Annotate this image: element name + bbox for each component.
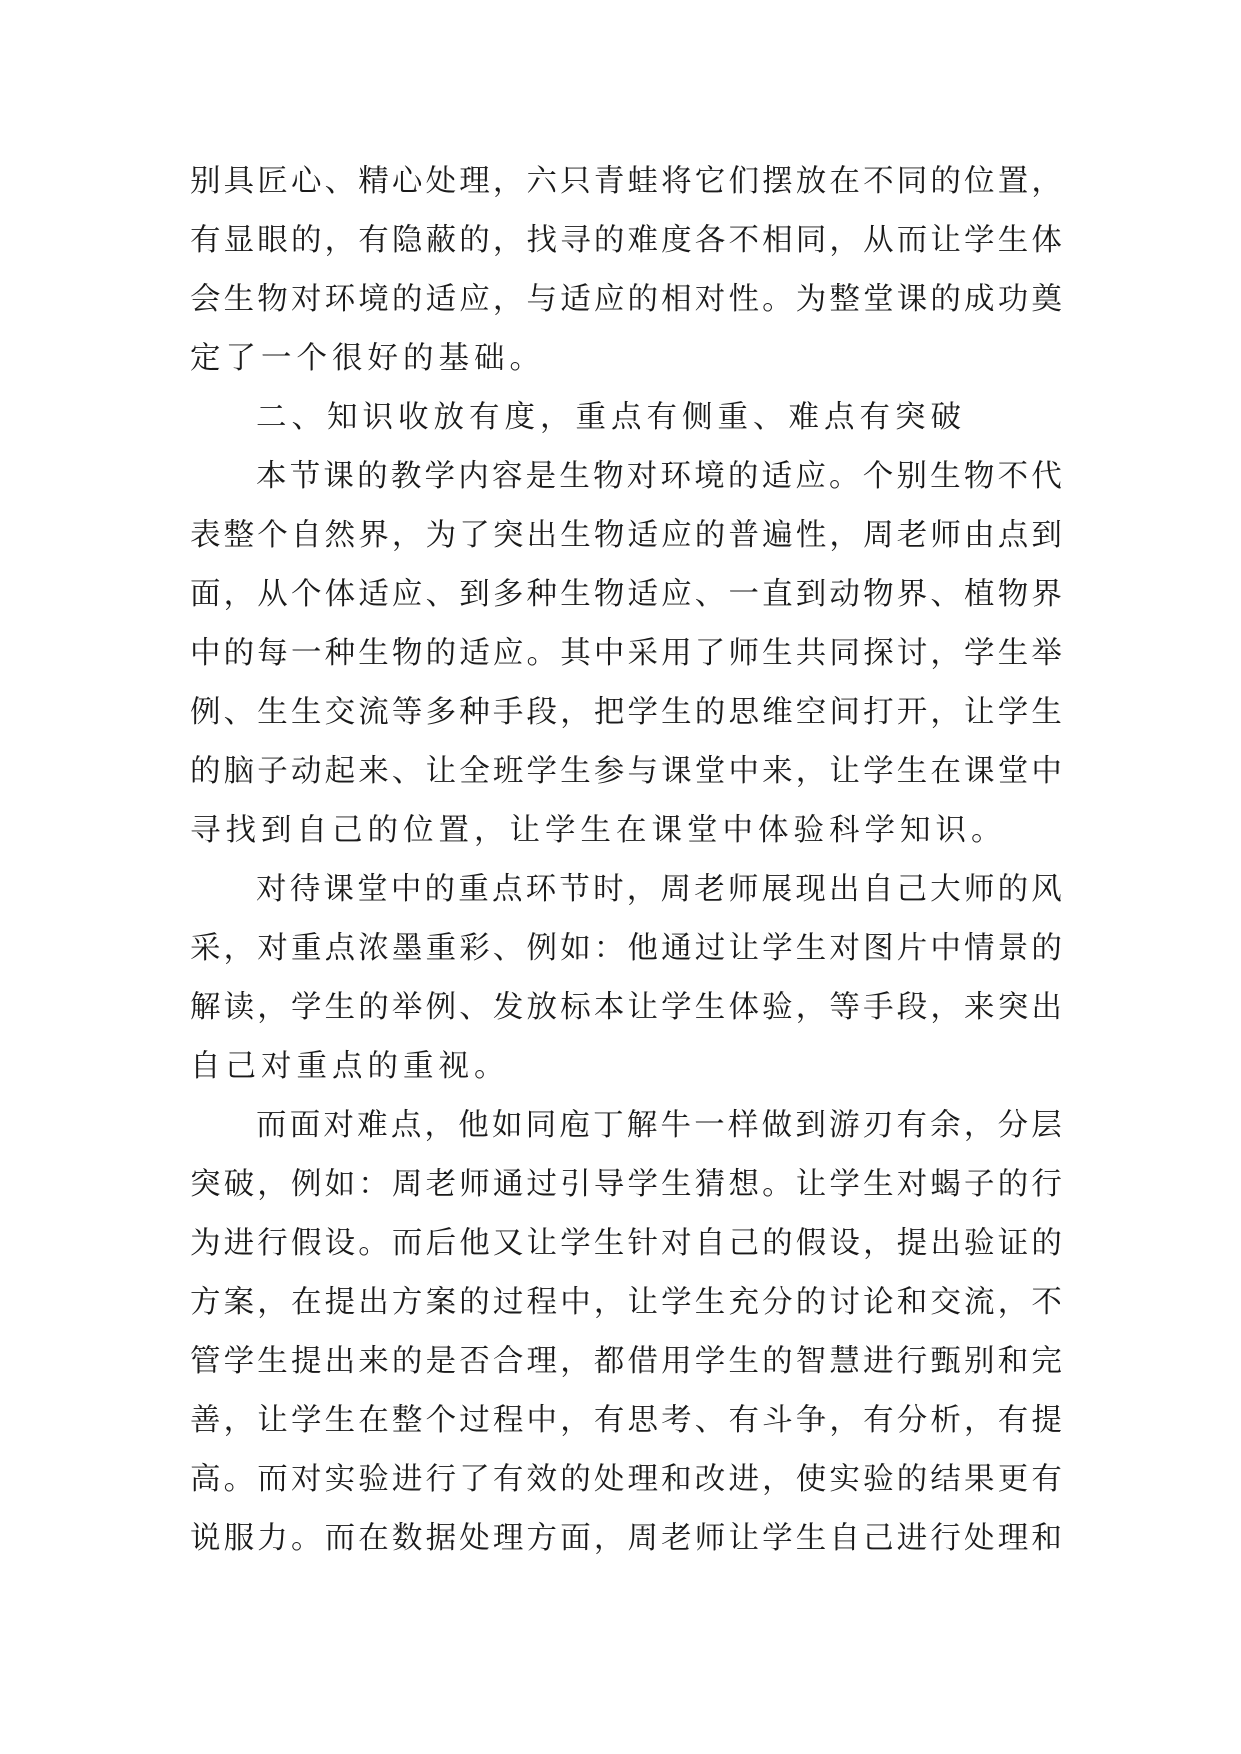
text-line: 突破，例如：周老师通过引导学生猜想。让学生对蝎子的行 (190, 1167, 1065, 1202)
paragraph-first-line: 二、知识收放有度，重点有侧重、难点有突破 (256, 400, 966, 435)
text-line: 中的每一种生物的适应。其中采用了师生共同探讨，学生举 (190, 636, 1065, 671)
text-line: 寻找到自己的位置，让学生在课堂中体验科学知识。 (190, 813, 1007, 848)
text-line: 采，对重点浓墨重彩、例如：他通过让学生对图片中情景的 (190, 931, 1065, 966)
text-line: 为进行假设。而后他又让学生针对自己的假设，提出验证的 (190, 1226, 1065, 1261)
text-line: 高。而对实验进行了有效的处理和改进，使实验的结果更有 (190, 1462, 1065, 1497)
text-line: 方案，在提出方案的过程中，让学生充分的讨论和交流，不 (190, 1285, 1065, 1320)
text-line: 别具匠心、精心处理，六只青蛙将它们摆放在不同的位置， (190, 164, 1065, 199)
text-line: 自己对重点的重视。 (190, 1049, 510, 1084)
text-line: 管学生提出来的是否合理，都借用学生的智慧进行甄别和完 (190, 1344, 1065, 1379)
paragraph-first-line: 对待课堂中的重点环节时，周老师展现出自己大师的风 (256, 872, 1065, 907)
document-body (190, 152, 1065, 1568)
text-line: 有显眼的，有隐蔽的，找寻的难度各不相同，从而让学生体 (190, 223, 1065, 258)
text-line: 的脑子动起来、让全班学生参与课堂中来，让学生在课堂中 (190, 754, 1065, 789)
text-line: 定了一个很好的基础。 (190, 341, 545, 376)
text-line: 表整个自然界，为了突出生物适应的普遍性，周老师由点到 (190, 518, 1065, 553)
paragraph-first-line: 本节课的教学内容是生物对环境的适应。个别生物不代 (256, 459, 1065, 494)
paragraph-first-line: 而面对难点，他如同庖丁解牛一样做到游刃有余，分层 (256, 1108, 1065, 1143)
text-line: 说服力。而在数据处理方面，周老师让学生自己进行处理和 (190, 1521, 1065, 1556)
text-line: 解读，学生的举例、发放标本让学生体验，等手段，来突出 (190, 990, 1065, 1025)
text-line: 会生物对环境的适应，与适应的相对性。为整堂课的成功奠 (190, 282, 1065, 317)
text-line: 面，从个体适应、到多种生物适应、一直到动物界、植物界 (190, 577, 1065, 612)
text-line: 善，让学生在整个过程中，有思考、有斗争，有分析，有提 (190, 1403, 1065, 1438)
text-line: 例、生生交流等多种手段，把学生的思维空间打开，让学生 (190, 695, 1065, 730)
